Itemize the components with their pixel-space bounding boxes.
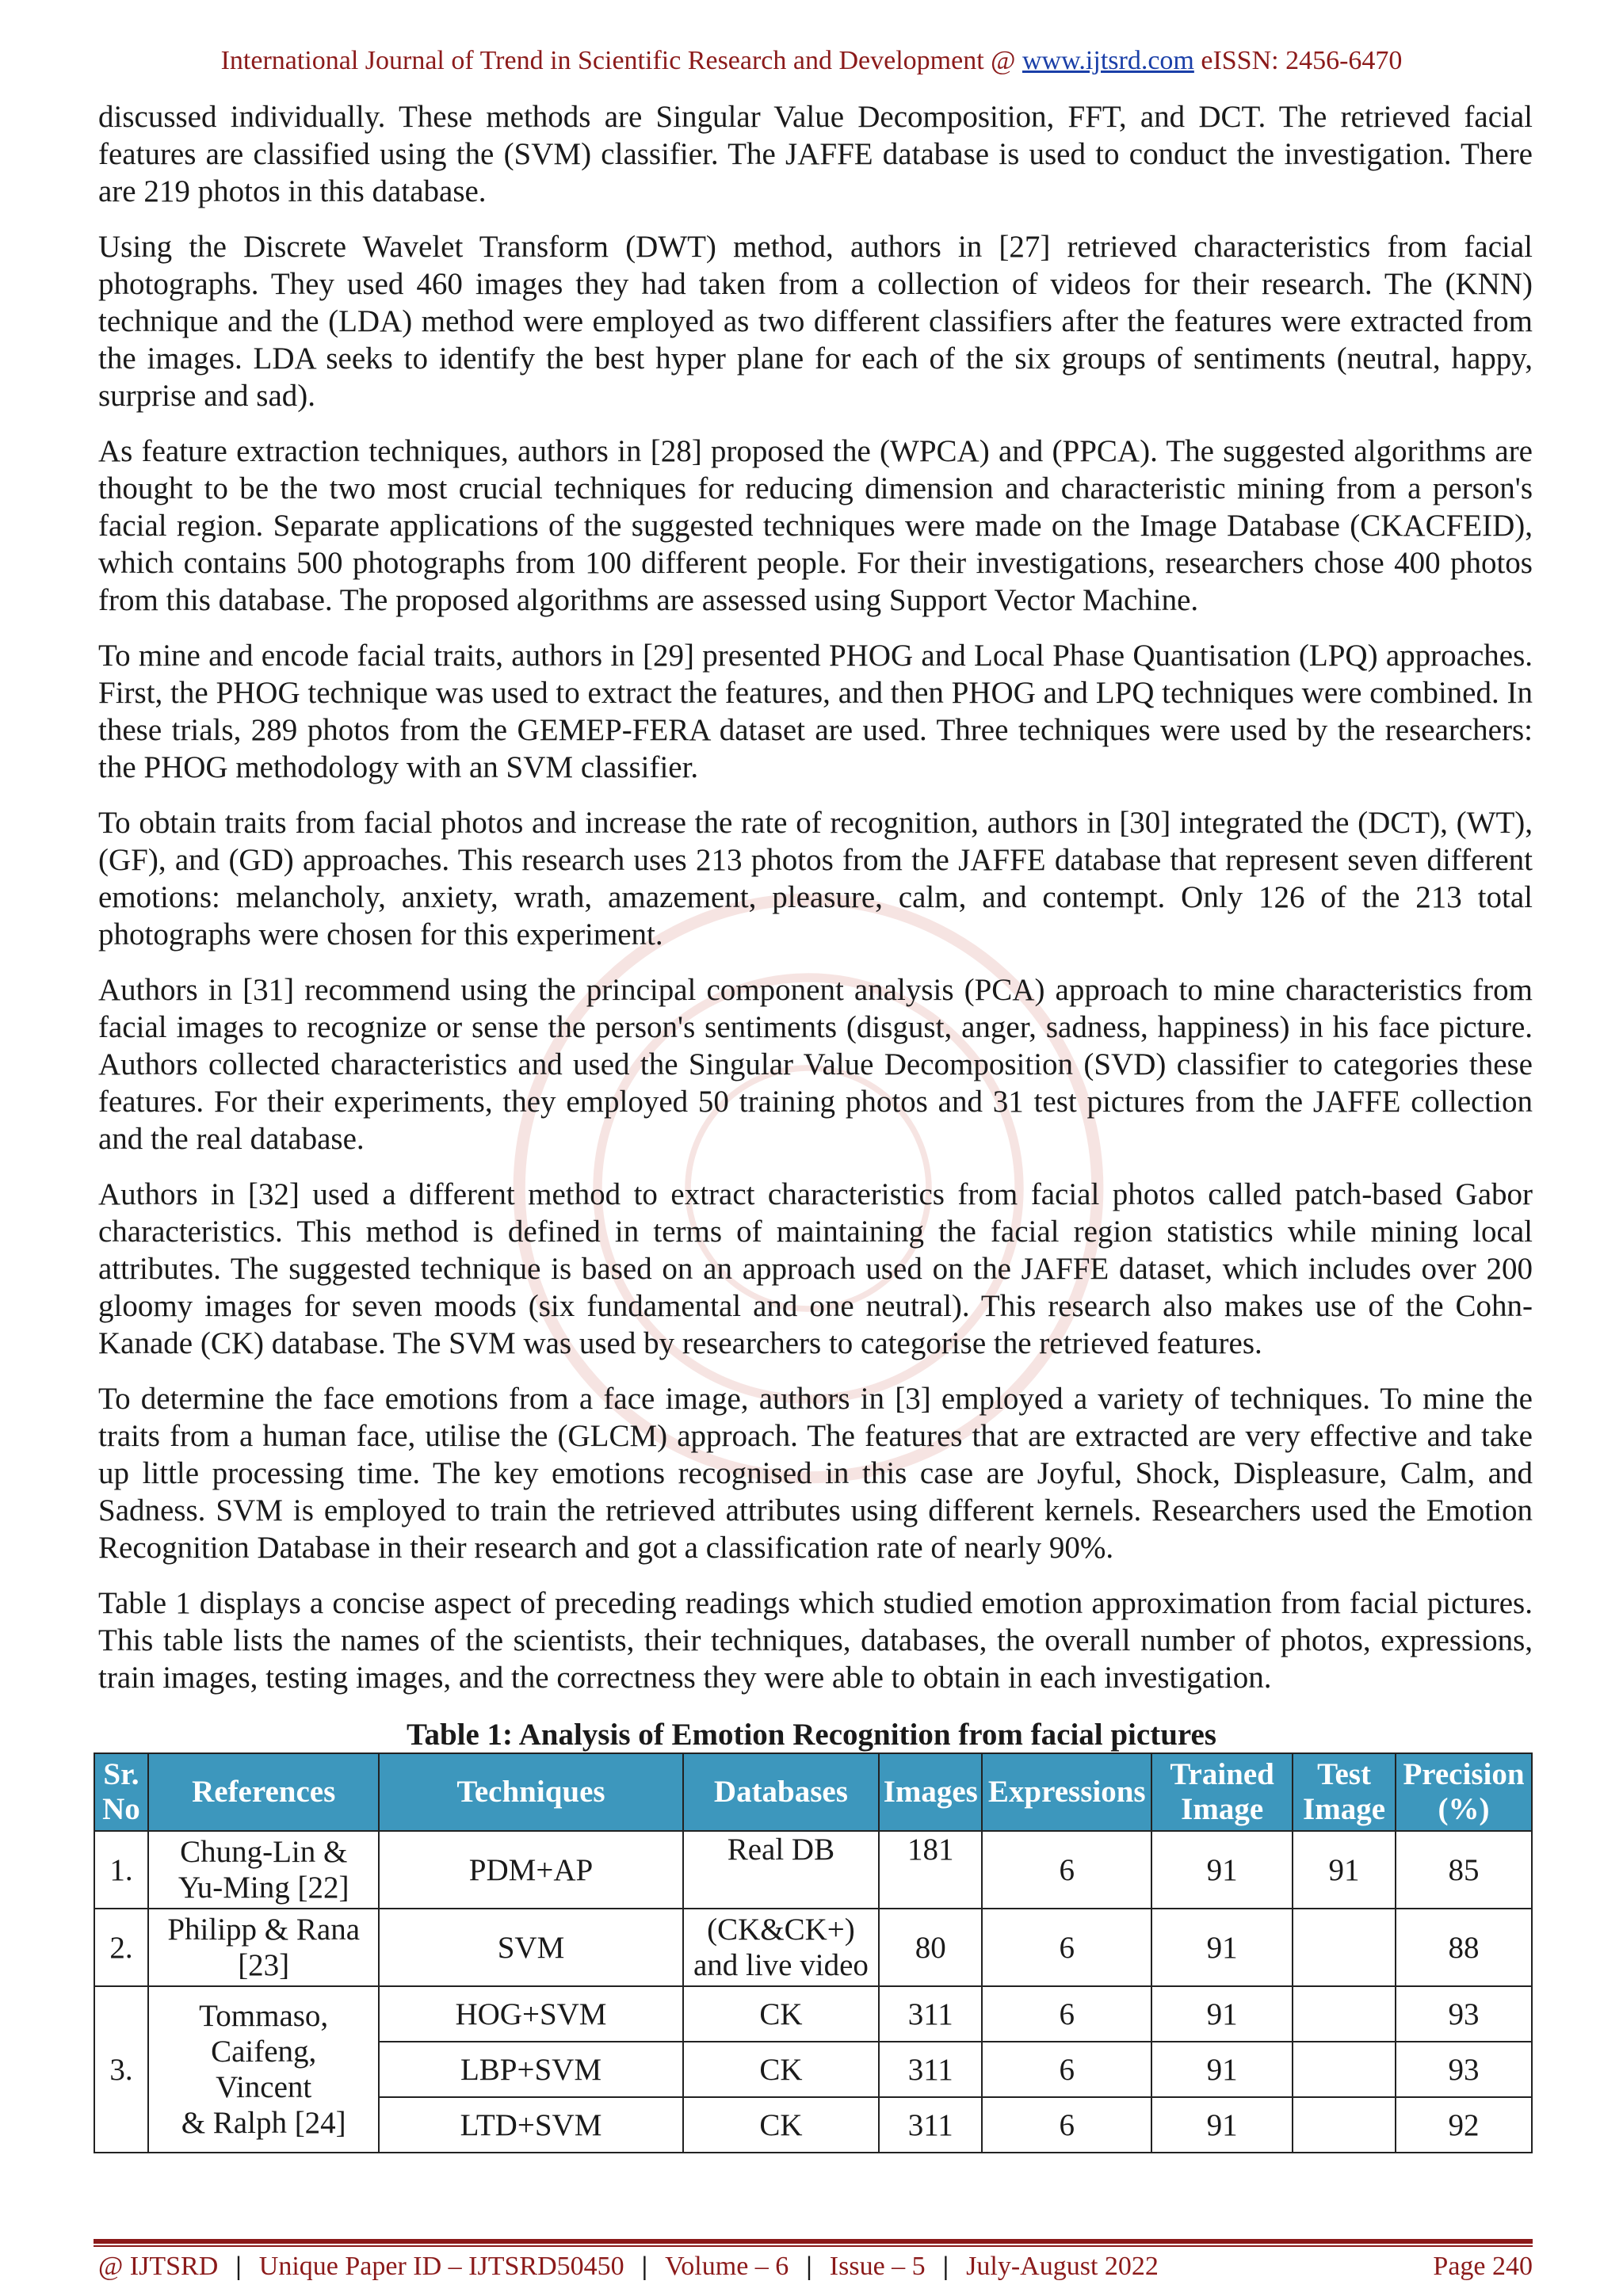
table-row bbox=[94, 1986, 1532, 2042]
footer-separator: | bbox=[806, 2252, 812, 2281]
cell-trained: 91 bbox=[1151, 2097, 1293, 2153]
cell-database: CK bbox=[683, 2097, 880, 2153]
col-header-images: Images bbox=[879, 1753, 982, 1831]
cell-technique: SVM bbox=[379, 1909, 682, 1986]
paragraph: Table 1 displays a concise aspect of preceding readings which studied emotion approximation from facial pictures. This table lists the names of the scientists, their techniques, databases, the overall number of photos, expressions, train images, testing images, and the correctness they were able to obtain in each investigation. bbox=[98, 1586, 1533, 1695]
cell-test bbox=[1293, 2097, 1396, 2153]
cell-trained: 91 bbox=[1151, 2042, 1293, 2097]
cell-images: 311 bbox=[879, 1986, 982, 2042]
cell-precision: 93 bbox=[1396, 2042, 1532, 2097]
cell-precision: 88 bbox=[1396, 1909, 1532, 1986]
footer-issue: Issue – 5 bbox=[829, 2252, 926, 2281]
cell-trained: 91 bbox=[1151, 1831, 1293, 1909]
cell-test bbox=[1293, 2042, 1396, 2097]
page-header bbox=[0, 46, 1623, 76]
paragraph: Authors in [31] recommend using the principal component analysis (PCA) approach to mine characteristics from facial images to recognize or sense the person's sentiments (disgust, anger, sadness, happiness) in his face picture. Authors collected characteristics and used the Singular Value Decomposition (SVD) classifier to categories these features. For their experiments, they employed 50 training photos and 31 test pictures from the JAFFE collection and the real database. bbox=[98, 973, 1533, 1156]
footer-separator: | bbox=[641, 2252, 648, 2281]
cell-expressions: 6 bbox=[982, 2097, 1151, 2153]
cell-expressions: 6 bbox=[982, 1986, 1151, 2042]
cell-reference: Chung-Lin & Yu-Ming [22] bbox=[148, 1831, 380, 1909]
col-header-techniques: Techniques bbox=[379, 1753, 682, 1831]
cell-test bbox=[1293, 1909, 1396, 1986]
table-header-row bbox=[94, 1753, 1532, 1831]
col-header-sr: Sr. No bbox=[94, 1753, 148, 1831]
emotion-recognition-table bbox=[94, 1753, 1533, 2153]
paragraph: Authors in [32] used a different method to extract characteristics from facial photos called patch-based Gabor characteristics. This method is defined in terms of maintaining the facial region statistics while mining local attributes. The suggested technique is based on an approach used on the JAFFE dataset, which includes over 200 gloomy images for seven moods (six fundamental and one neutral). This research also makes use of the Cohn-Kanade (CK) database. The SVM was used by researchers to categorise the retrieved features. bbox=[98, 1177, 1533, 1360]
cell-technique: HOG+SVM bbox=[379, 1986, 682, 2042]
footer-separator: | bbox=[235, 2252, 242, 2281]
paragraph: Using the Discrete Wavelet Transform (DWT) method, authors in [27] retrieved characteristics from facial photographs. They used 460 images they had taken from a collection of videos for their research. The (KNN) technique and the (LDA) method were employed as two different classifiers after the features were extracted from the images. LDA seeks to identify the best hyper plane for each of the six groups of sentiments (neutral, happy, surprise and sad). bbox=[98, 230, 1533, 413]
paragraph: As feature extraction techniques, authors in [28] proposed the (WPCA) and (PPCA). The suggested algorithms are thought to be the two most crucial techniques for reducing dimension and characteristic mining from a person's facial region. Separate applications of the suggested techniques were made on the Image Database (CKACFEID), which contains 500 photographs from 100 different people. For their investigations, researchers chose 400 photos from this database. The proposed algorithms are assessed using Support Vector Machine. bbox=[98, 434, 1533, 617]
issn-text: eISSN: 2456-6470 bbox=[1193, 46, 1403, 75]
body-text bbox=[98, 98, 1533, 1714]
paragraph: To mine and encode facial traits, authors in [29] presented PHOG and Local Phase Quantisation (LPQ) approaches. First, the PHOG technique was used to extract the features, and then PHOG and LPQ techniques were combined. In these trials, 289 photos from the GEMEP-FERA dataset are used. Three techniques were used by the researchers: the PHOG methodology with an SVM classifier. bbox=[98, 639, 1533, 784]
cell-precision: 92 bbox=[1396, 2097, 1532, 2153]
table-row bbox=[94, 1909, 1532, 1986]
footer-separator: | bbox=[942, 2252, 949, 2281]
cell-reference: Tommaso, Caifeng, Vincent & Ralph [24] bbox=[148, 1986, 380, 2153]
paragraph: To determine the face emotions from a face image, authors in [3] employed a variety of techniques. To mine the traits from a human face, utilise the (GLCM) approach. The features that are extracted are very effective and take up little processing time. The key emotions recognised in this case are Joyful, Shock, Displeasure, Calm, and Sadness. SVM is employed to train the retrieved attributes using different kernels. Researchers used the Emotion Recognition Database in their research and got a classification rate of nearly 90%. bbox=[98, 1382, 1533, 1565]
col-header-references: References bbox=[148, 1753, 380, 1831]
cell-images: 181 bbox=[879, 1831, 982, 1909]
cell-technique: LTD+SVM bbox=[379, 2097, 682, 2153]
col-header-expressions: Expressions bbox=[982, 1753, 1151, 1831]
cell-database: (CK&CK+) and live video bbox=[683, 1909, 880, 1986]
cell-images: 311 bbox=[879, 2097, 982, 2153]
cell-expressions: 6 bbox=[982, 1909, 1151, 1986]
cell-images: 80 bbox=[879, 1909, 982, 1986]
cell-sr: 3. bbox=[94, 1986, 148, 2153]
cell-database: Real DB bbox=[683, 1831, 880, 1909]
col-header-trained-image: Trained Image bbox=[1151, 1753, 1293, 1831]
cell-trained: 91 bbox=[1151, 1986, 1293, 2042]
cell-test: 91 bbox=[1293, 1831, 1396, 1909]
footer-paper-id: Unique Paper ID – IJTSRD50450 bbox=[258, 2252, 624, 2281]
page-number: Page 240 bbox=[1433, 2252, 1533, 2281]
footer-journal: @ IJTSRD bbox=[98, 2252, 219, 2281]
table-caption: Table 1: Analysis of Emotion Recognition from facial pictures bbox=[407, 1718, 1216, 1752]
cell-expressions: 6 bbox=[982, 2042, 1151, 2097]
cell-images: 311 bbox=[879, 2042, 982, 2097]
cell-reference: Philipp & Rana [23] bbox=[148, 1909, 380, 1986]
table-row bbox=[94, 1831, 1532, 1909]
paragraph: To obtain traits from facial photos and increase the rate of recognition, authors in [30] integrated the (DCT), (WT), (GF), and (GD) approaches. This research uses 213 photos from the JAFFE database that represent seven different emotions: melancholy, anxiety, wrath, amazement, pleasure, calm, and contempt. Only 126 of the 213 total photographs were chosen for this experiment. bbox=[98, 806, 1533, 952]
col-header-databases: Databases bbox=[683, 1753, 880, 1831]
footer-rule-thin bbox=[94, 2245, 1533, 2247]
page-footer bbox=[98, 2252, 1533, 2282]
col-header-precision: Precision (%) bbox=[1396, 1753, 1532, 1831]
cell-technique: LBP+SVM bbox=[379, 2042, 682, 2097]
col-header-test-image: Test Image bbox=[1293, 1753, 1396, 1831]
cell-technique: PDM+AP bbox=[379, 1831, 682, 1909]
cell-sr: 2. bbox=[94, 1909, 148, 1986]
cell-database: CK bbox=[683, 1986, 880, 2042]
cell-trained: 91 bbox=[1151, 1909, 1293, 1986]
footer-rule bbox=[94, 2239, 1533, 2244]
journal-website-link[interactable]: www.ijtsrd.com bbox=[1022, 46, 1194, 75]
cell-test bbox=[1293, 1986, 1396, 2042]
cell-expressions: 6 bbox=[982, 1831, 1151, 1909]
cell-sr: 1. bbox=[94, 1831, 148, 1909]
cell-precision: 93 bbox=[1396, 1986, 1532, 2042]
footer-info bbox=[98, 2252, 1159, 2282]
footer-volume: Volume – 6 bbox=[665, 2252, 789, 2281]
cell-precision: 85 bbox=[1396, 1831, 1532, 1909]
cell-database: CK bbox=[683, 2042, 880, 2097]
paragraph: discussed individually. These methods are Singular Value Decomposition, FFT, and DCT. The retrieved facial features are classified using the (SVM) classifier. The JAFFE database is used to conduct the investigation. There are 219 photos in this database. bbox=[98, 100, 1533, 208]
footer-date: July-August 2022 bbox=[966, 2252, 1159, 2281]
journal-header-text: International Journal of Trend in Scientific Research and Development @ bbox=[220, 46, 1022, 75]
